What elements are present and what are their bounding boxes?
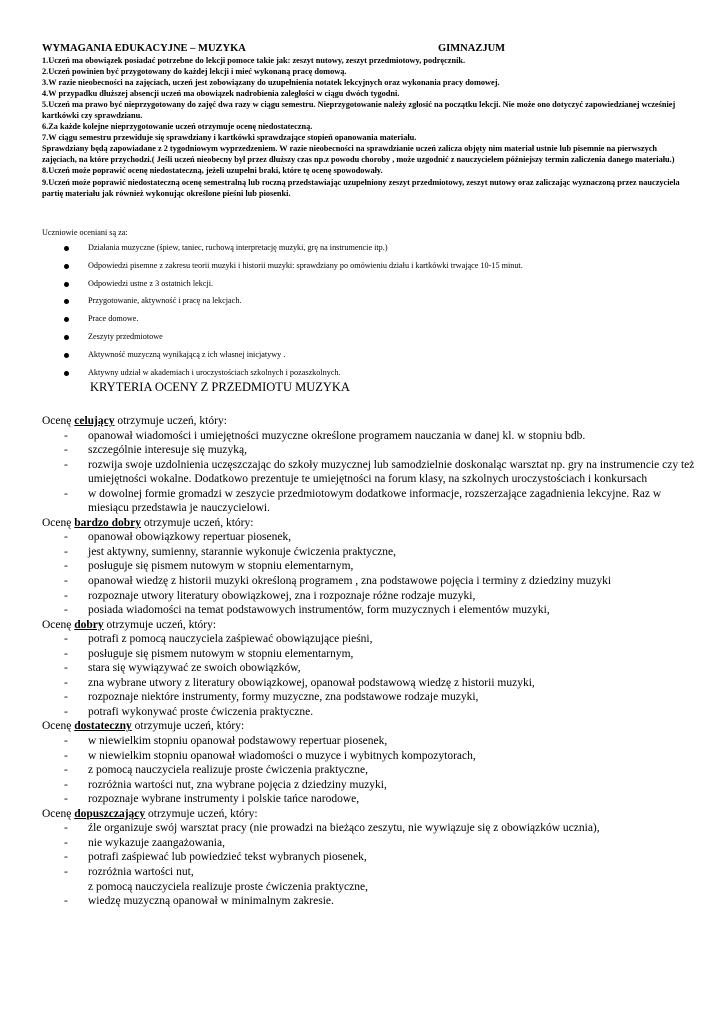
assessment-item-text: Prace domowe. (88, 314, 139, 324)
school-type: GIMNAZJUM (438, 43, 506, 54)
dash-icon: - (64, 793, 68, 806)
bullet-icon (64, 353, 69, 358)
rule: 6.Za każde kolejne nieprzygotowanie uczeń otrzymuje ocenę niedostateczną. (42, 122, 313, 132)
rule: 7.W ciągu semestru przewiduje się sprawdziany i kartkówki sprawdzające stopień opanowania materiału. (42, 133, 417, 143)
assessment-item-text: Działania muzyczne (śpiew, taniec, ruchową interpretację muzyki, grę na instrumencie itp.) (88, 243, 388, 252)
assessment-item (42, 242, 682, 260)
grade-item: - potrafi wykonywać proste ćwiczenia praktyczne. (64, 705, 314, 718)
dash-icon: - (64, 545, 68, 558)
grade-item: - opanował obowiązkowy repertuar piosenek, (64, 531, 292, 544)
assessment-item-text: Przygotowanie, aktywność i pracę na lekcjach. (88, 296, 242, 306)
assessment-intro: Uczniowie oceniani są za: (42, 228, 128, 237)
grade-item: - rozróżnia wartości nut, zna wybrane pojęcia z dziedziny muzyki, (64, 778, 387, 791)
rule: 4.W przypadku dłuższej absencji uczeń ma obowiązek nadrobienia zaległości w ciągu dwóch tygodni. (42, 89, 400, 99)
grade-name: bardzo dobry (74, 516, 142, 529)
assessment-item (42, 313, 682, 331)
dash-icon: - (64, 676, 68, 689)
bullet-icon (64, 335, 69, 340)
grade-item: - szczególnie interesuje się muzyką, (64, 444, 248, 457)
bullet-icon (64, 264, 69, 269)
rule: 1.Uczeń ma obowiązek posiadać potrzebne do lekcji pomoce takie jak: zeszyt nutowy, zeszyt przedmiotowy, podręcznik. (42, 56, 466, 65)
assessment-item-text: Odpowiedzi pisemne z zakresu teorii muzyki i historii muzyki: sprawdziany po omówieniu działu i kartkówki trwające 10-15 minut. (88, 260, 523, 270)
dash-icon: - (64, 865, 68, 878)
assessment-item-text: Odpowiedzi ustne z 3 ostatnich lekcji. (88, 278, 214, 288)
bullet-icon (64, 371, 69, 376)
assessment-item-text: Aktywny udział w akademiach i uroczystościach szkolnych i pozaszkolnych. (88, 367, 341, 377)
assessment-item-text: Aktywność muzyczną wynikającą z ich własnej inicjatywy . (88, 349, 286, 359)
grade-item: - rozpoznaje utwory literatury obowiązkowej, zna i rozpoznaje różne rodzaje muzyki, (64, 589, 476, 602)
grade-heading: Ocenę dostateczny otrzymuje uczeń, który: (42, 720, 245, 733)
grade-item: - opanował wiadomości i umiejętności muzyczne określone programem nauczania w danej kl. w stopniu bdb. (64, 429, 586, 442)
rule: 9.Uczeń może poprawić niedostateczną ocenę semestralną lub roczną przedstawiając uzupełniony zeszyt przedmiotowy, zeszyt nutowy oraz zaliczając wyznaczoną przez nauczyciela partię materiału jak również wykonując określone pieśni lub piosenki. (42, 177, 680, 198)
grade-item: - posługuje się pismem nutowym w stopniu elementarnym, (64, 560, 354, 573)
dash-icon: - (64, 691, 68, 704)
dash-icon: - (64, 851, 68, 864)
rule: Sprawdziany będą zapowiadane z 2 tygodniowym wyprzedzeniem. W razie nieobecności na sprawdzianie uczeń zalicza objęty nim materiał ustnie lub pisemnie na pierwszych zajęciach, na które przychodzi.( Jeśli uczeń nieobecny był przez dłuższy czas np.z powodu choroby , może uzgodnić z nauczycielem późniejszy termin zaliczenia danego materiału.) (42, 144, 675, 165)
grade-item: - rozpoznaje niektóre instrumenty, formy muzyczne, zna podstawowe rodzaje muzyki, (64, 691, 479, 704)
rule: 5.Uczeń ma prawo być nieprzygotowany do zajęć dwa razy w ciągu semestru. Nieprzygotowanie należy zgłosić na początku lekcji. Nie może ono dotyczyć zapowiedzianej wcześniej kartkówki czy sprawdzianu. (42, 100, 676, 121)
dash-icon: - (64, 429, 68, 442)
rule: 3.W razie nieobecności na zajęciach, uczeń jest zobowiązany do uzupełnienia notatek lekcyjnych oraz wykonania pracy domowej. (42, 78, 500, 88)
grades-section (42, 414, 702, 909)
dash-icon: - (64, 589, 68, 602)
dash-icon: - (64, 560, 68, 573)
grade-item: - rozróżnia wartości nut, (64, 865, 194, 878)
assessment-section (42, 228, 682, 384)
grade-item: - rozwija swoje uzdolnienia uczęszczając do szkoły muzycznej lub samodzielnie doskonaląc warsztat np. gry na instrumencie czy też umiejętności wokalne. Dodatkowo prezentuje te umiejętności na forum klasy, na szkolnych uroczystościach i konkursach (64, 458, 695, 486)
dash-icon: - (64, 705, 68, 718)
bullet-icon (64, 299, 69, 304)
grade-name: celujący (74, 415, 115, 427)
document-header (42, 43, 682, 55)
document-title: WYMAGANIA EDUKACYJNE – MUZYKA (42, 43, 246, 54)
grade-item: - rozpoznaje wybrane instrumenty i polskie tańce narodowe, (64, 793, 360, 806)
assessment-item (42, 278, 682, 296)
assessment-list (42, 242, 682, 384)
dash-icon: - (64, 764, 68, 777)
dash-icon: - (64, 778, 68, 791)
dash-icon: - (64, 749, 68, 762)
grade-item: - stara się wywiązywać ze swoich obowiązków, (64, 662, 301, 675)
rule: 8.Uczeń może poprawić ocenę niedostateczną, jeżeli uzupełni braki, które tę ocenę spowodowały. (42, 166, 383, 176)
dash-icon: - (64, 531, 68, 544)
grade-item: - zna wybrane utwory z literatury obowiązkowej, opanował podstawową wiedzę z historii muzyki, (64, 676, 535, 689)
grade-item: - potrafi z pomocą nauczyciela zaśpiewać obowiązujące pieśni, (64, 633, 373, 646)
bullet-icon (64, 317, 69, 322)
bullet-icon (64, 246, 69, 251)
grade-name: dopuszczający (74, 807, 146, 820)
dash-icon: - (64, 633, 68, 646)
dash-icon: - (64, 836, 68, 849)
dash-icon: - (64, 895, 68, 908)
grade-item-continuation: z pomocą nauczyciela realizuje proste ćwiczenia praktyczne, (88, 880, 368, 893)
grade-item: - posługuje się pismem nutowym w stopniu elementarnym, (64, 647, 354, 660)
dash-icon: - (64, 822, 68, 835)
dash-icon: - (64, 647, 68, 660)
grade-item: - opanował wiedzę z historii muzyki określoną programem , zna podstawowe pojęcia i terminy z dziedziny muzyki (64, 575, 612, 588)
rules-list (42, 55, 682, 199)
grade-item: - jest aktywny, sumienny, starannie wykonuje ćwiczenia praktyczne, (64, 545, 396, 558)
grade-heading: Ocenę dobry otrzymuje uczeń, który: (42, 618, 217, 631)
assessment-item (42, 260, 682, 278)
dash-icon: - (64, 487, 68, 500)
grade-item: - nie wykazuje zaangażowania, (64, 836, 225, 849)
assessment-item-text: Zeszyty przedmiotowe (88, 331, 163, 341)
criteria-title: KRYTERIA OCENY Z PRZEDMIOTU MUZYKA (90, 380, 350, 394)
grade-heading: Ocenę celujący otrzymuje uczeń, który: (42, 415, 227, 427)
dash-icon: - (64, 735, 68, 748)
assessment-item (42, 331, 682, 349)
grade-item: - wiedzę muzyczną opanował w minimalnym zakresie. (64, 895, 334, 908)
dash-icon: - (64, 444, 68, 457)
bullet-icon (64, 282, 69, 287)
dash-icon: - (64, 458, 68, 471)
grade-item: - w niewielkim stopniu opanował podstawowy repertuar piosenek, (64, 735, 388, 748)
dash-icon: - (64, 662, 68, 675)
grade-item: - źle organizuje swój warsztat pracy (nie prowadzi na bieżąco zeszytu, nie wywiązuje się z obowiązków ucznia), (64, 822, 600, 835)
grade-heading: Ocenę bardzo dobry otrzymuje uczeń, który: (42, 516, 254, 529)
grade-name: dostateczny (74, 720, 132, 733)
assessment-item (42, 349, 682, 367)
grade-item: - w niewielkim stopniu opanował wiadomości o muzyce i wybitnych kompozytorach, (64, 749, 476, 762)
grade-name: dobry (74, 618, 104, 631)
grade-item: - potrafi zaśpiewać lub powiedzieć tekst wybranych piosenek, (64, 851, 367, 864)
grade-item: - w dowolnej formie gromadzi w zeszycie przedmiotowym dodatkowe informacje, rozszerzające zagadnienia lekcyjne. Raz w miesiącu przedstawia je nauczycielowi. (64, 487, 662, 515)
grade-item: - z pomocą nauczyciela realizuje proste ćwiczenia praktyczne, (64, 764, 368, 777)
dash-icon: - (64, 575, 68, 588)
dash-icon: - (64, 604, 68, 617)
grade-heading: Ocenę dopuszczający otrzymuje uczeń, który: (42, 807, 258, 820)
grade-item: - posiada wiadomości na temat podstawowych instrumentów, form muzycznych i elementów muzyki, (64, 604, 550, 617)
rule: 2.Uczeń powinien być przygotowany do każdej lekcji i mieć wykonaną pracę domową. (42, 67, 347, 77)
assessment-item (42, 295, 682, 313)
